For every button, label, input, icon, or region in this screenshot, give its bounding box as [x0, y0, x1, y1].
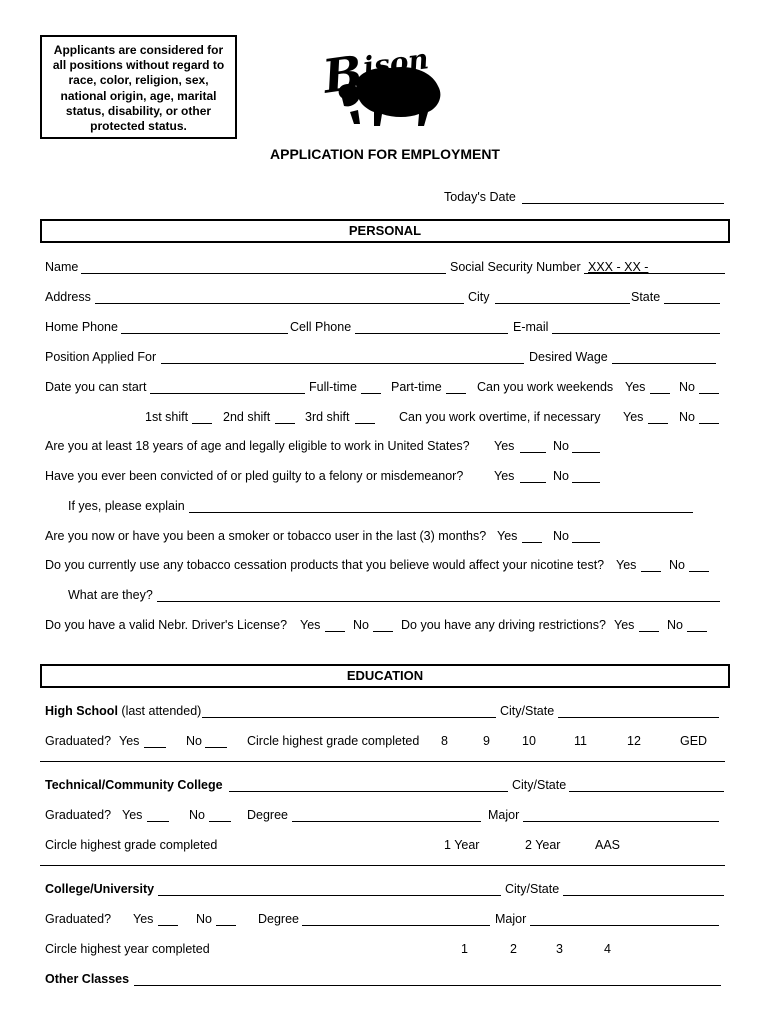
tech-major-field[interactable] — [523, 821, 719, 822]
city-label: City — [468, 290, 490, 304]
hs-city-state-field[interactable] — [558, 717, 719, 718]
divider — [40, 865, 725, 866]
explain-label: If yes, please explain — [68, 499, 185, 513]
grade-option-10[interactable]: 10 — [522, 734, 536, 748]
ssn-value: XXX - XX - — [588, 260, 649, 274]
age-no-label: No — [553, 439, 569, 453]
year-option-1[interactable]: 1 — [461, 942, 468, 956]
college-yes-field[interactable] — [158, 925, 178, 926]
college-circle-label: Circle highest year completed — [45, 942, 210, 956]
education-section-header: EDUCATION — [40, 664, 730, 688]
other-classes-field[interactable] — [134, 985, 721, 986]
what-are-they-field[interactable] — [157, 601, 720, 602]
college-major-label: Major — [495, 912, 527, 926]
age-question: Are you at least 18 years of age and legally eligible to work in United States? — [45, 439, 470, 453]
felony-no-field[interactable] — [572, 482, 600, 483]
email-label: E-mail — [513, 320, 549, 334]
explain-field[interactable] — [189, 512, 693, 513]
svg-text:B: B — [320, 44, 366, 104]
hs-yes-field[interactable] — [144, 747, 166, 748]
hs-circle-grade-label: Circle highest grade completed — [247, 734, 420, 748]
svg-text:ison: ison — [361, 42, 431, 84]
restrictions-yes-field[interactable] — [639, 631, 659, 632]
state-label: State — [631, 290, 661, 304]
address-label: Address — [45, 290, 91, 304]
grade-option-9[interactable]: 9 — [483, 734, 490, 748]
cell-phone-field[interactable] — [355, 333, 508, 334]
smoker-yes-label: Yes — [497, 529, 518, 543]
ssn-field[interactable] — [584, 273, 725, 274]
hs-no-field[interactable] — [205, 747, 227, 748]
grade-option-ged[interactable]: GED — [680, 734, 708, 748]
email-field[interactable] — [552, 333, 720, 334]
license-yes-label: Yes — [300, 618, 321, 632]
restrictions-no-label: No — [667, 618, 683, 632]
desired-wage-field[interactable] — [612, 363, 716, 364]
tech-option-2-year[interactable]: 2 Year — [525, 838, 561, 852]
cessation-yes-label: Yes — [616, 558, 637, 572]
college-no-label: No — [196, 912, 212, 926]
weekends-no-field[interactable] — [699, 393, 719, 394]
year-option-3[interactable]: 3 — [556, 942, 563, 956]
felony-yes-field[interactable] — [520, 482, 546, 483]
license-yes-field[interactable] — [325, 631, 345, 632]
tech-yes-field[interactable] — [147, 821, 169, 822]
tech-yes-label: Yes — [122, 808, 143, 822]
college-graduated-label: Graduated? — [45, 912, 112, 926]
cessation-yes-field[interactable] — [641, 571, 661, 572]
felony-question: Have you ever been convicted of or pled guilty to a felony or misdemeanor? — [45, 469, 464, 483]
tech-degree-label: Degree — [247, 808, 288, 822]
hs-no-label: No — [186, 734, 202, 748]
tech-option-aas[interactable]: AAS — [595, 838, 621, 852]
college-degree-field[interactable] — [302, 925, 490, 926]
shift3-field[interactable] — [355, 423, 375, 424]
full-time-label: Full-time — [309, 380, 357, 394]
high-school-field[interactable] — [202, 717, 496, 718]
smoker-yes-field[interactable] — [522, 542, 542, 543]
overtime-no-field[interactable] — [699, 423, 719, 424]
desired-wage-label: Desired Wage — [529, 350, 608, 364]
tech-no-label: No — [189, 808, 205, 822]
home-phone-field[interactable] — [121, 333, 288, 334]
part-time-field[interactable] — [446, 393, 466, 394]
college-city-state-label: City/State — [505, 882, 560, 896]
overtime-yes-label: Yes — [623, 410, 644, 424]
overtime-yes-field[interactable] — [648, 423, 668, 424]
college-degree-label: Degree — [258, 912, 299, 926]
city-field[interactable] — [495, 303, 630, 304]
name-label: Name — [45, 260, 79, 274]
restrictions-question: Do you have any driving restrictions? — [401, 618, 606, 632]
tech-no-field[interactable] — [209, 821, 231, 822]
divider — [40, 761, 725, 762]
full-time-field[interactable] — [361, 393, 381, 394]
address-field[interactable] — [95, 303, 464, 304]
felony-yes-label: Yes — [494, 469, 515, 483]
overtime-no-label: No — [679, 410, 695, 424]
weekends-yes-field[interactable] — [650, 393, 670, 394]
grade-option-8[interactable]: 8 — [441, 734, 448, 748]
shift2-field[interactable] — [275, 423, 295, 424]
tech-city-state-field[interactable] — [569, 791, 724, 792]
position-field[interactable] — [161, 363, 524, 364]
college-label: College/University — [45, 882, 155, 896]
license-question: Do you have a valid Nebr. Driver's License? — [45, 618, 288, 632]
shift1-field[interactable] — [192, 423, 212, 424]
start-date-field[interactable] — [150, 393, 305, 394]
last-attended-label: (last attended) — [121, 704, 202, 718]
college-field[interactable] — [158, 895, 501, 896]
personal-section-header: PERSONAL — [40, 219, 730, 243]
grade-option-12[interactable]: 12 — [627, 734, 641, 748]
todays-date-field[interactable] — [522, 203, 724, 204]
ssn-label: Social Security Number — [450, 260, 581, 274]
smoker-no-label: No — [553, 529, 569, 543]
cessation-no-label: No — [669, 558, 685, 572]
restrictions-yes-label: Yes — [614, 618, 635, 632]
overtime-label: Can you work overtime, if necessary — [399, 410, 601, 424]
restrictions-no-field[interactable] — [687, 631, 707, 632]
felony-no-label: No — [553, 469, 569, 483]
smoker-no-field[interactable] — [572, 542, 600, 543]
weekends-yes-label: Yes — [625, 380, 646, 394]
tech-city-state-label: City/State — [512, 778, 567, 792]
other-classes-label: Other Classes — [45, 972, 130, 986]
home-phone-label: Home Phone — [45, 320, 118, 334]
tech-graduated-label: Graduated? — [45, 808, 112, 822]
cessation-no-field[interactable] — [689, 571, 709, 572]
high-school-title: High School — [45, 704, 118, 718]
age-yes-field[interactable] — [520, 452, 546, 453]
what-are-they-label: What are they? — [68, 588, 153, 602]
weekends-no-label: No — [679, 380, 695, 394]
shift2-label: 2nd shift — [223, 410, 271, 424]
tech-degree-field[interactable] — [292, 821, 481, 822]
smoker-question: Are you now or have you been a smoker or tobacco user in the last (3) months? — [45, 529, 487, 543]
eeo-notice: Applicants are considered for all positions without regard to race, color, religion, sex, national origin, age, marital status, disability, or other protected status. — [40, 35, 237, 139]
hs-yes-label: Yes — [119, 734, 140, 748]
bison-logo — [320, 38, 460, 130]
position-label: Position Applied For — [45, 350, 157, 364]
college-no-field[interactable] — [216, 925, 236, 926]
year-option-2[interactable]: 2 — [510, 942, 517, 956]
high-school-label — [45, 704, 201, 718]
tech-circle-label: Circle highest grade completed — [45, 838, 218, 852]
name-field[interactable] — [81, 273, 446, 274]
age-no-field[interactable] — [572, 452, 600, 453]
weekends-label: Can you work weekends — [477, 380, 614, 394]
year-option-4[interactable]: 4 — [604, 942, 611, 956]
tech-college-field[interactable] — [229, 791, 508, 792]
hs-city-state-label: City/State — [500, 704, 555, 718]
age-yes-label: Yes — [494, 439, 515, 453]
college-yes-label: Yes — [133, 912, 154, 926]
tech-option-1-year[interactable]: 1 Year — [444, 838, 480, 852]
cessation-question: Do you currently use any tobacco cessation products that you believe would affect your nicotine test? — [45, 558, 605, 572]
college-city-state-field[interactable] — [563, 895, 724, 896]
grade-option-11[interactable]: 11 — [574, 734, 587, 748]
college-major-field[interactable] — [530, 925, 719, 926]
shift1-label: 1st shift — [145, 410, 189, 424]
part-time-label: Part-time — [391, 380, 442, 394]
license-no-label: No — [353, 618, 369, 632]
start-date-label: Date you can start — [45, 380, 147, 394]
tech-major-label: Major — [488, 808, 520, 822]
shift3-label: 3rd shift — [305, 410, 350, 424]
form-title: APPLICATION FOR EMPLOYMENT — [270, 146, 500, 162]
cell-phone-label: Cell Phone — [290, 320, 352, 334]
license-no-field[interactable] — [373, 631, 393, 632]
todays-date-label: Today's Date — [444, 190, 516, 204]
hs-graduated-label: Graduated? — [45, 734, 112, 748]
state-field[interactable] — [664, 303, 720, 304]
tech-college-label: Technical/Community College — [45, 778, 223, 792]
